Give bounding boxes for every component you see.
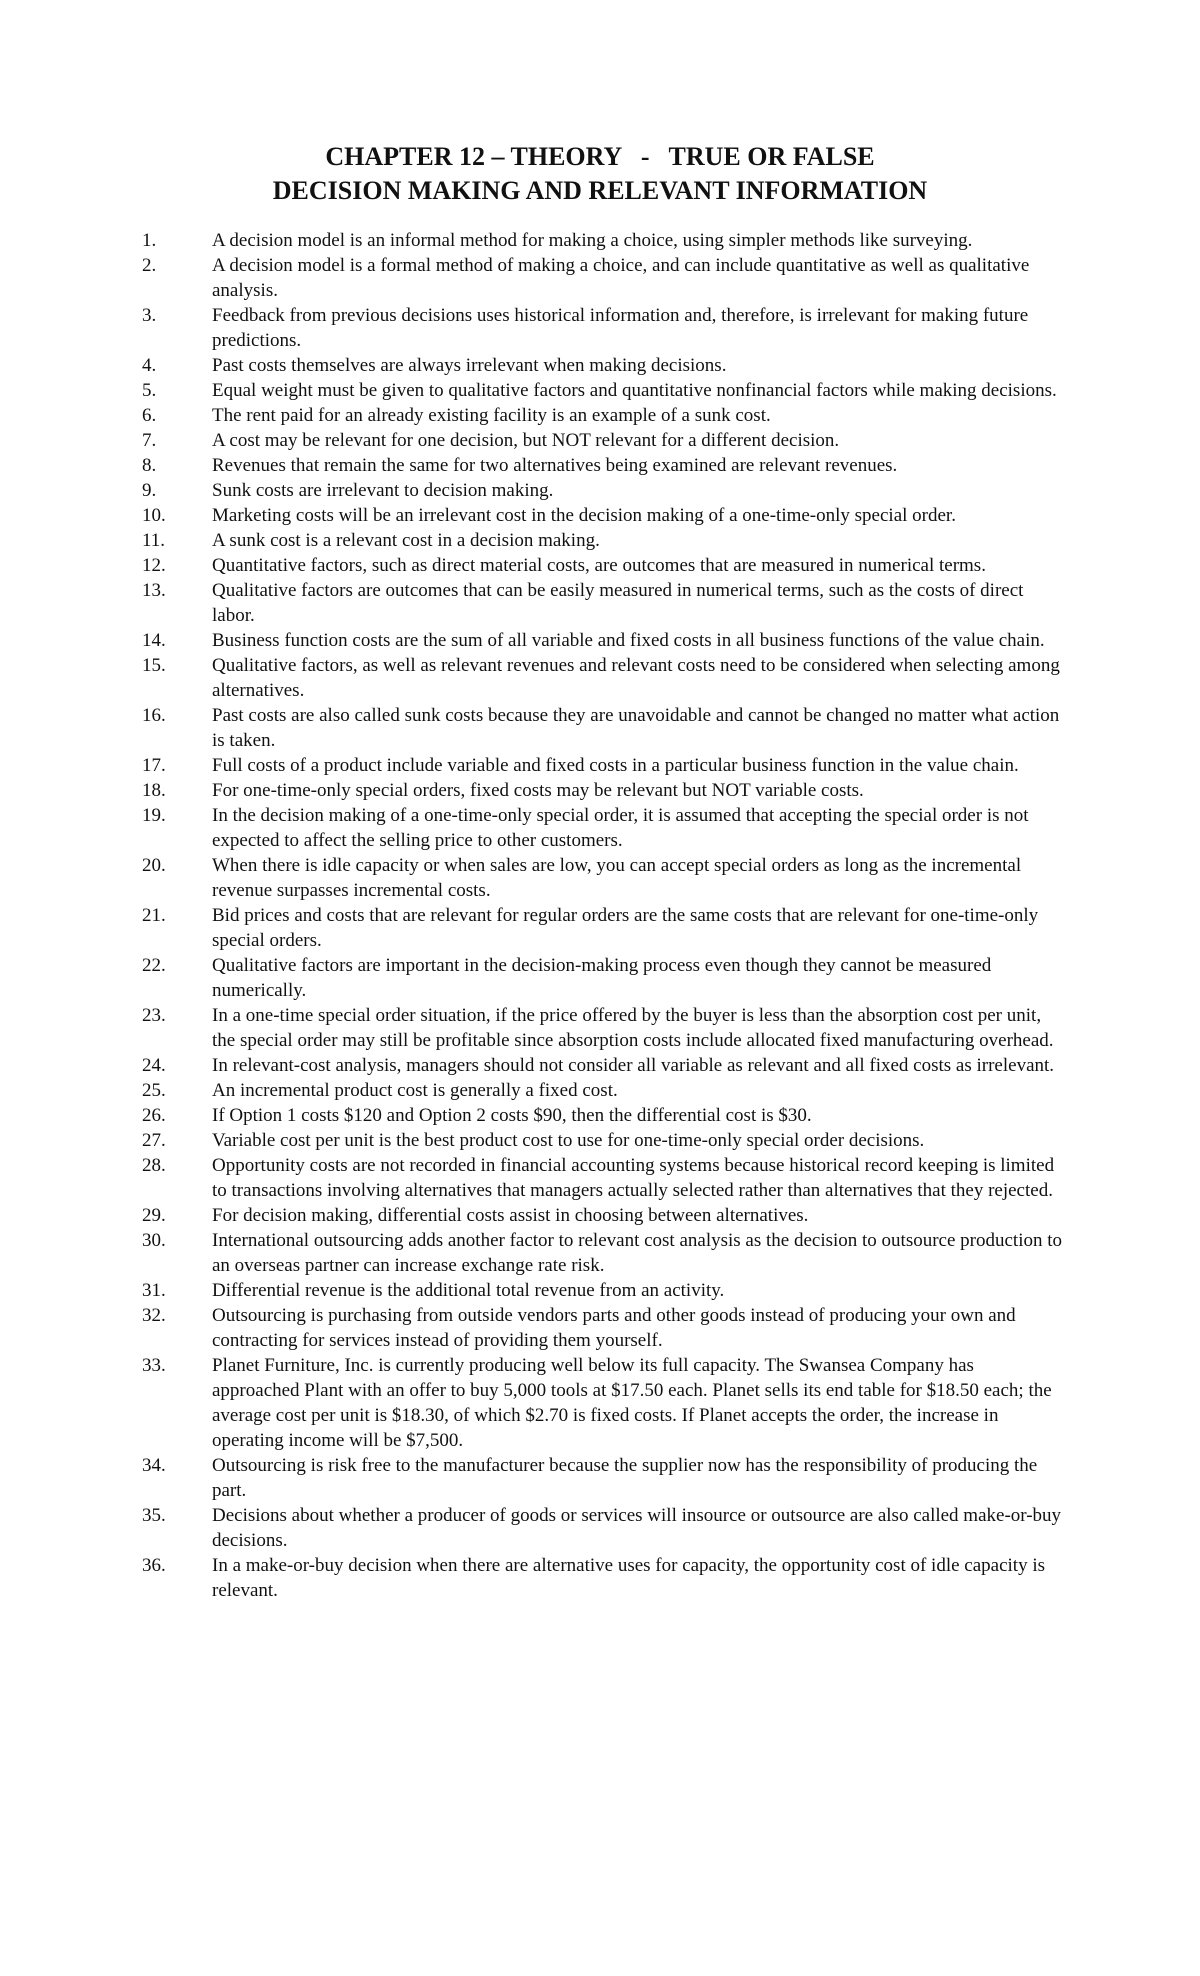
item-number: 27. (142, 1130, 166, 1151)
item-statement: An incremental product cost is generally a fixed cost. (212, 1080, 618, 1101)
item-number: 34. (142, 1455, 166, 1476)
item-statement: Variable cost per unit is the best product cost to use for one-time-only special order decisions. (212, 1130, 925, 1151)
item-number: 17. (142, 755, 166, 776)
item-statement: Differential revenue is the additional total revenue from an activity. (212, 1280, 725, 1301)
list-item (0, 1553, 1200, 1603)
list-item (0, 503, 1200, 528)
item-statement: Decisions about whether a producer of goods or services will insource or outsource are also called make-or-buy decisions. (212, 1505, 1062, 1551)
item-statement: For one-time-only special orders, fixed costs may be relevant but NOT variable costs. (212, 780, 864, 801)
item-statement: Revenues that remain the same for two alternatives being examined are relevant revenues. (212, 455, 898, 476)
item-number: 29. (142, 1205, 166, 1226)
item-number: 33. (142, 1355, 166, 1376)
list-item (0, 1128, 1200, 1153)
item-statement: Bid prices and costs that are relevant for regular orders are the same costs that are relevant for one-time-only special orders. (212, 905, 1039, 951)
item-number: 12. (142, 555, 166, 576)
list-item (0, 253, 1200, 303)
item-number: 15. (142, 655, 166, 676)
list-item (0, 228, 1200, 253)
item-number: 14. (142, 630, 166, 651)
list-item (0, 1353, 1200, 1453)
item-number: 19. (142, 805, 166, 826)
item-statement: The rent paid for an already existing facility is an example of a sunk cost. (212, 405, 771, 426)
list-item (0, 1303, 1200, 1353)
item-number: 10. (142, 505, 166, 526)
item-statement: Outsourcing is purchasing from outside vendors parts and other goods instead of producing your own and contracting for services instead of providing them yourself. (212, 1305, 1016, 1351)
item-number: 30. (142, 1230, 166, 1251)
item-statement: Planet Furniture, Inc. is currently producing well below its full capacity. The Swansea Company has approached Plant with an offer to buy 5,000 tools at $17.50 each. Planet sells its end table for $18.50 each; the average cost per unit is $18.30, of which $2.70 is fixed costs. If Planet accepts the order, the increase in operating income will be $7,500. (212, 1355, 1052, 1451)
list-item (0, 353, 1200, 378)
item-statement: Past costs are also called sunk costs because they are unavoidable and cannot be changed no matter what action is taken. (212, 705, 1060, 751)
item-statement: A decision model is an informal method for making a choice, using simpler methods like surveying. (212, 230, 973, 251)
list-item (0, 703, 1200, 753)
list-item (0, 578, 1200, 628)
item-number: 36. (142, 1555, 166, 1576)
item-statement: Past costs themselves are always irrelevant when making decisions. (212, 355, 727, 376)
item-statement: Full costs of a product include variable and fixed costs in a particular business function in the value chain. (212, 755, 1019, 776)
item-statement: Outsourcing is risk free to the manufacturer because the supplier now has the responsibility of producing the part. (212, 1455, 1038, 1501)
item-number: 1. (142, 230, 157, 251)
item-statement: Qualitative factors, as well as relevant revenues and relevant costs need to be considered when selecting among alternatives. (212, 655, 1060, 701)
list-item (0, 1003, 1200, 1053)
list-item (0, 303, 1200, 353)
list-item (0, 753, 1200, 778)
list-item (0, 1203, 1200, 1228)
item-number: 4. (142, 355, 157, 376)
item-statement: International outsourcing adds another factor to relevant cost analysis as the decision to outsource production to an overseas partner can increase exchange rate risk. (212, 1230, 1063, 1276)
item-number: 35. (142, 1505, 166, 1526)
item-statement: Qualitative factors are important in the decision-making process even though they cannot be measured numerically. (212, 955, 992, 1001)
chapter-title: CHAPTER 12 – THEORY - TRUE OR FALSE (325, 142, 875, 171)
item-number: 6. (142, 405, 157, 426)
item-statement: Qualitative factors are outcomes that can be easily measured in numerical terms, such as the costs of direct labor. (212, 580, 1024, 626)
list-item (0, 803, 1200, 853)
list-item (0, 453, 1200, 478)
list-item (0, 1103, 1200, 1128)
item-statement: Equal weight must be given to qualitative factors and quantitative nonfinancial factors while making decisions. (212, 380, 1057, 401)
list-item (0, 478, 1200, 503)
list-item (0, 1453, 1200, 1503)
list-item (0, 778, 1200, 803)
item-number: 18. (142, 780, 166, 801)
list-item (0, 1153, 1200, 1203)
item-statement: In a make-or-buy decision when there are alternative uses for capacity, the opportunity cost of idle capacity is relevant. (212, 1555, 1046, 1601)
item-number: 2. (142, 255, 157, 276)
item-statement: A cost may be relevant for one decision, but NOT relevant for a different decision. (212, 430, 840, 451)
list-item (0, 1228, 1200, 1278)
item-number: 21. (142, 905, 166, 926)
list-item (0, 1078, 1200, 1103)
item-number: 16. (142, 705, 166, 726)
item-statement: Business function costs are the sum of all variable and fixed costs in all business functions of the value chain. (212, 630, 1045, 651)
item-statement: Sunk costs are irrelevant to decision making. (212, 480, 554, 501)
item-number: 20. (142, 855, 166, 876)
list-item (0, 403, 1200, 428)
list-item (0, 1278, 1200, 1303)
item-number: 13. (142, 580, 166, 601)
item-number: 24. (142, 1055, 166, 1076)
item-number: 28. (142, 1155, 166, 1176)
item-statement: A sunk cost is a relevant cost in a decision making. (212, 530, 600, 551)
item-statement: Marketing costs will be an irrelevant cost in the decision making of a one-time-only special order. (212, 505, 956, 526)
item-number: 3. (142, 305, 157, 326)
item-number: 25. (142, 1080, 166, 1101)
question-list (0, 228, 1200, 1603)
item-number: 22. (142, 955, 166, 976)
item-number: 11. (142, 530, 166, 551)
list-item (0, 628, 1200, 653)
item-statement: Quantitative factors, such as direct material costs, are outcomes that are measured in numerical terms. (212, 555, 986, 576)
list-item (0, 378, 1200, 403)
list-item (0, 903, 1200, 953)
list-item (0, 953, 1200, 1003)
item-number: 26. (142, 1105, 166, 1126)
item-number: 8. (142, 455, 157, 476)
item-number: 31. (142, 1280, 166, 1301)
item-number: 5. (142, 380, 157, 401)
item-statement: A decision model is a formal method of making a choice, and can include quantitative as well as qualitative analysis. (212, 255, 1030, 301)
item-number: 23. (142, 1005, 166, 1026)
item-statement: In the decision making of a one-time-only special order, it is assumed that accepting the special order is not expected to affect the selling price to other customers. (212, 805, 1029, 851)
list-item (0, 428, 1200, 453)
item-statement: In a one-time special order situation, if the price offered by the buyer is less than the absorption cost per unit, the special order may still be profitable since absorption costs include allocated fixed manufacturing overhead. (212, 1005, 1054, 1051)
item-number: 32. (142, 1305, 166, 1326)
list-item (0, 653, 1200, 703)
item-statement: For decision making, differential costs assist in choosing between alternatives. (212, 1205, 809, 1226)
item-number: 9. (142, 480, 157, 501)
list-item (0, 853, 1200, 903)
chapter-header (0, 140, 1200, 208)
item-number: 7. (142, 430, 157, 451)
item-statement: If Option 1 costs $120 and Option 2 costs $90, then the differential cost is $30. (212, 1105, 812, 1126)
list-item (0, 1503, 1200, 1553)
list-item (0, 1053, 1200, 1078)
item-statement: In relevant-cost analysis, managers should not consider all variable as relevant and all fixed costs as irrelevant. (212, 1055, 1055, 1076)
item-statement: Opportunity costs are not recorded in financial accounting systems because historical record keeping is limited to transactions involving alternatives that managers actually selected rather than alternatives that they rejected. (212, 1155, 1055, 1201)
list-item (0, 528, 1200, 553)
chapter-subtitle: DECISION MAKING AND RELEVANT INFORMATION (272, 176, 928, 205)
item-statement: When there is idle capacity or when sales are low, you can accept special orders as long as the incremental revenue surpasses incremental costs. (212, 855, 1022, 901)
list-item (0, 553, 1200, 578)
item-statement: Feedback from previous decisions uses historical information and, therefore, is irrelevant for making future predictions. (212, 305, 1029, 351)
